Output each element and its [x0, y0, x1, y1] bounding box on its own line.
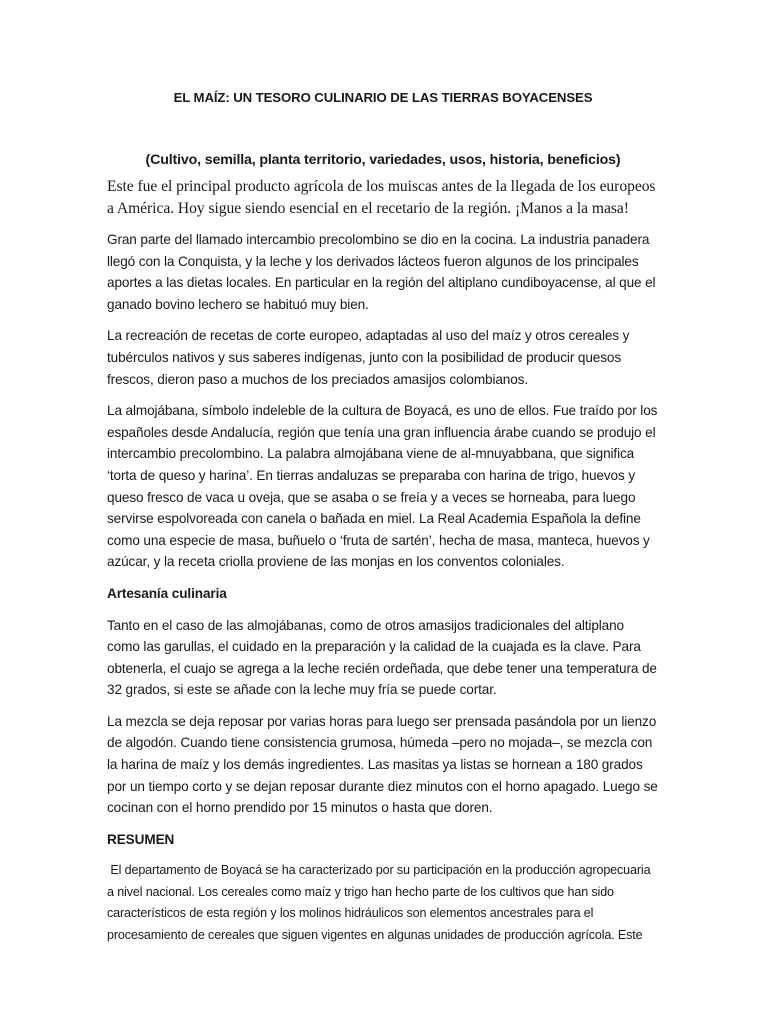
section-paragraph-2: La mezcla se deja reposar por varias horas para luego ser prensada pasándola por un lienzo de algodón. Cuando tiene consistencia grumosa, húmeda –pero no mojada–, se mezcla con la harina de maíz y los demás ingredientes. Las masitas ya listas se hornean a 180 grados por un tiempo corto y se dejan reposar durante diez minutos con el horno apagado. Luego se cocinan con el horno prendido por 15 minutos o hasta que doren. [107, 713, 658, 816]
body-paragraph-1: Gran parte del llamado intercambio precolombino se dio en la cocina. La industria panadera llegó con la Conquista, y la leche y los derivados lácteos fueron algunos de los principales aportes a las dietas locales. En particular en la región del altiplano cundiboyacense, al que el ganado bovino lechero se habituó muy bien. [107, 232, 656, 312]
document-subtitle: (Cultivo, semilla, planta territorio, variedades, usos, historia, beneficios) [145, 152, 621, 168]
summary-text: El departamento de Boyacá se ha caracterizado por su participación en la producción agropecuaria a nivel nacional. Los cereales como maíz y trigo han hecho parte de los cultivos que han sido característicos de esta región y los molinos hidráulicos son elementos ancestrales para el procesamiento de cereales que siguen vigentes en algunas unidades de producción agrícola. Este [107, 863, 651, 942]
body-paragraph-3: La almojábana, símbolo indeleble de la cultura de Boyacá, es uno de ellos. Fue traído por los españoles desde Andalucía, región que tenía una gran influencia árabe cuando se produjo el intercambio precolombino. La palabra almojábana viene de al-mnuyabbana, que significa ‘torta de queso y harina’. En tierras andaluzas se preparaba con harina de trigo, huevos y queso fresco de vaca u oveja, que se asaba o se freía y a veces se horneaba, para luego servirse espolvoreada con canela o bañada en miel. La Real Academia Española la define como una especie de masa, buñuelo o ‘fruta de sartén’, hecha de masa, manteca, huevos y azúcar, y la receta criolla proviene de las monjas en los conventos coloniales. [107, 403, 658, 570]
body-paragraph-2: La recreación de recetas de corte europeo, adaptadas al uso del maíz y otros cereales y tubérculos nativos y sus saberes indígenas, junto con la posibilidad de producir quesos frescos, dieron paso a muchos de los preciados amasijos colombianos. [107, 328, 630, 387]
summary-paragraph [107, 860, 659, 946]
document-page [107, 90, 659, 946]
document-title: EL MAÍZ: UN TESORO CULINARIO DE LAS TIERRAS BOYACENSES [173, 90, 593, 105]
lead-paragraph: Este fue el principal producto agrícola de los muiscas antes de la llegada de los europeos a América. Hoy sigue siendo esencial en el recetario de la región. ¡Manos a la masa! [107, 178, 656, 217]
section-paragraph-1: Tanto en el caso de las almojábanas, como de otros amasijos tradicionales del altiplano como las garullas, el cuidado en la preparación y la calidad de la cuajada es la clave. Para obtenerla, el cuajo se agrega a la leche recién ordeñada, que debe tener una temperatura de 32 grados, si este se añade con la leche muy fría se puede cortar. [107, 617, 657, 698]
summary-heading: RESUMEN [107, 831, 175, 847]
section-heading: Artesanía culinaria [107, 585, 227, 601]
